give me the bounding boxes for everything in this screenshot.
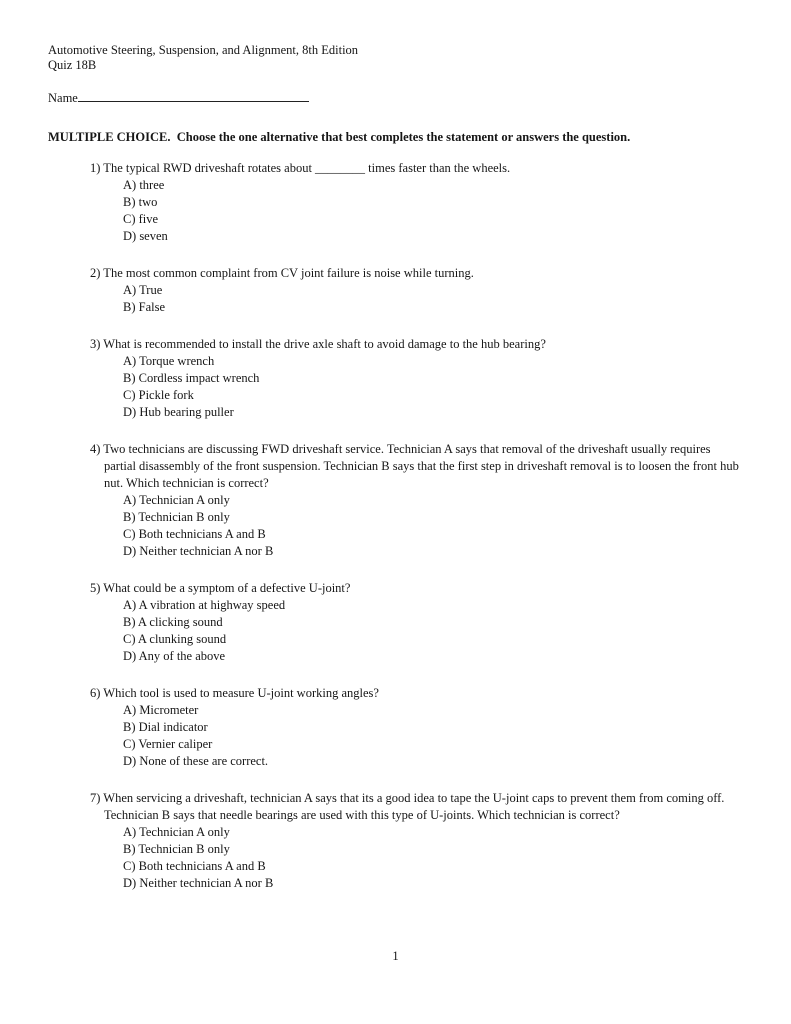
name-label: Name: [48, 91, 78, 105]
question-text: 5) What could be a symptom of a defective U-joint?: [90, 581, 351, 595]
document-title: Automotive Steering, Suspension, and Alignment, 8th Edition: [48, 43, 359, 57]
answer-option: C) Both technicians A and B: [123, 527, 266, 541]
answer-option: A) Technician A only: [123, 825, 230, 839]
answer-option: A) Technician A only: [123, 493, 230, 507]
answer-option: A) three: [123, 178, 165, 192]
quiz-number: Quiz 18B: [48, 58, 97, 72]
answer-option: D) Any of the above: [123, 649, 226, 663]
question-text: 4) Two technicians are discussing FWD driveshaft service. Technician A says that removal of the driveshaft usually requires partial disassembly of the front suspension. Technician B says that the first step in driveshaft removal is to loosen the front hub nut. Which technician is correct?: [90, 442, 739, 490]
answer-option: B) Technician B only: [123, 842, 230, 856]
answer-option: D) None of these are correct.: [123, 754, 269, 768]
option-list: [123, 282, 740, 316]
question-text: 1) The typical RWD driveshaft rotates about ________ times faster than the wheels.: [90, 161, 511, 175]
question: [90, 790, 740, 892]
answer-option: B) Technician B only: [123, 510, 230, 524]
answer-option: B) A clicking sound: [123, 615, 223, 629]
option-list: [123, 824, 740, 892]
question: [90, 336, 740, 421]
name-row: [48, 88, 309, 107]
answer-option: A) A vibration at highway speed: [123, 598, 286, 612]
answer-option: D) Neither technician A nor B: [123, 544, 274, 558]
answer-option: B) Cordless impact wrench: [123, 371, 260, 385]
answer-option: D) Hub bearing puller: [123, 405, 234, 419]
page-number: 1: [392, 949, 399, 963]
question-text: 3) What is recommended to install the drive axle shaft to avoid damage to the hub bearing?: [90, 337, 546, 351]
answer-option: D) Neither technician A nor B: [123, 876, 274, 890]
answer-option: C) five: [123, 212, 159, 226]
name-blank-line: [78, 88, 309, 102]
question: [90, 685, 740, 770]
question-text: 7) When servicing a driveshaft, technician A says that its a good idea to tape the U-joint caps to prevent them from coming off. Technician B says that needle bearings are used with this type of U-joints. Which technician is correct?: [90, 791, 725, 822]
answer-option: D) seven: [123, 229, 168, 243]
section-heading: MULTIPLE CHOICE. Choose the one alternative that best completes the statement or answers the question.: [48, 130, 631, 144]
answer-option: C) A clunking sound: [123, 632, 227, 646]
answer-option: A) Torque wrench: [123, 354, 215, 368]
question: [90, 580, 740, 665]
answer-option: B) two: [123, 195, 158, 209]
option-list: [123, 492, 740, 560]
answer-option: B) False: [123, 300, 166, 314]
question-text: 6) Which tool is used to measure U-joint working angles?: [90, 686, 379, 700]
answer-option: A) True: [123, 283, 163, 297]
option-list: [123, 353, 740, 421]
document-header: [48, 43, 358, 73]
question-list: [90, 160, 740, 912]
option-list: [123, 702, 740, 770]
option-list: [123, 597, 740, 665]
answer-option: C) Both technicians A and B: [123, 859, 266, 873]
question: [90, 160, 740, 245]
answer-option: C) Pickle fork: [123, 388, 194, 402]
answer-option: C) Vernier caliper: [123, 737, 213, 751]
option-list: [123, 177, 740, 245]
answer-option: B) Dial indicator: [123, 720, 208, 734]
question-text: 2) The most common complaint from CV joint failure is noise while turning.: [90, 266, 474, 280]
question: [90, 441, 740, 560]
answer-option: A) Micrometer: [123, 703, 199, 717]
question: [90, 265, 740, 316]
